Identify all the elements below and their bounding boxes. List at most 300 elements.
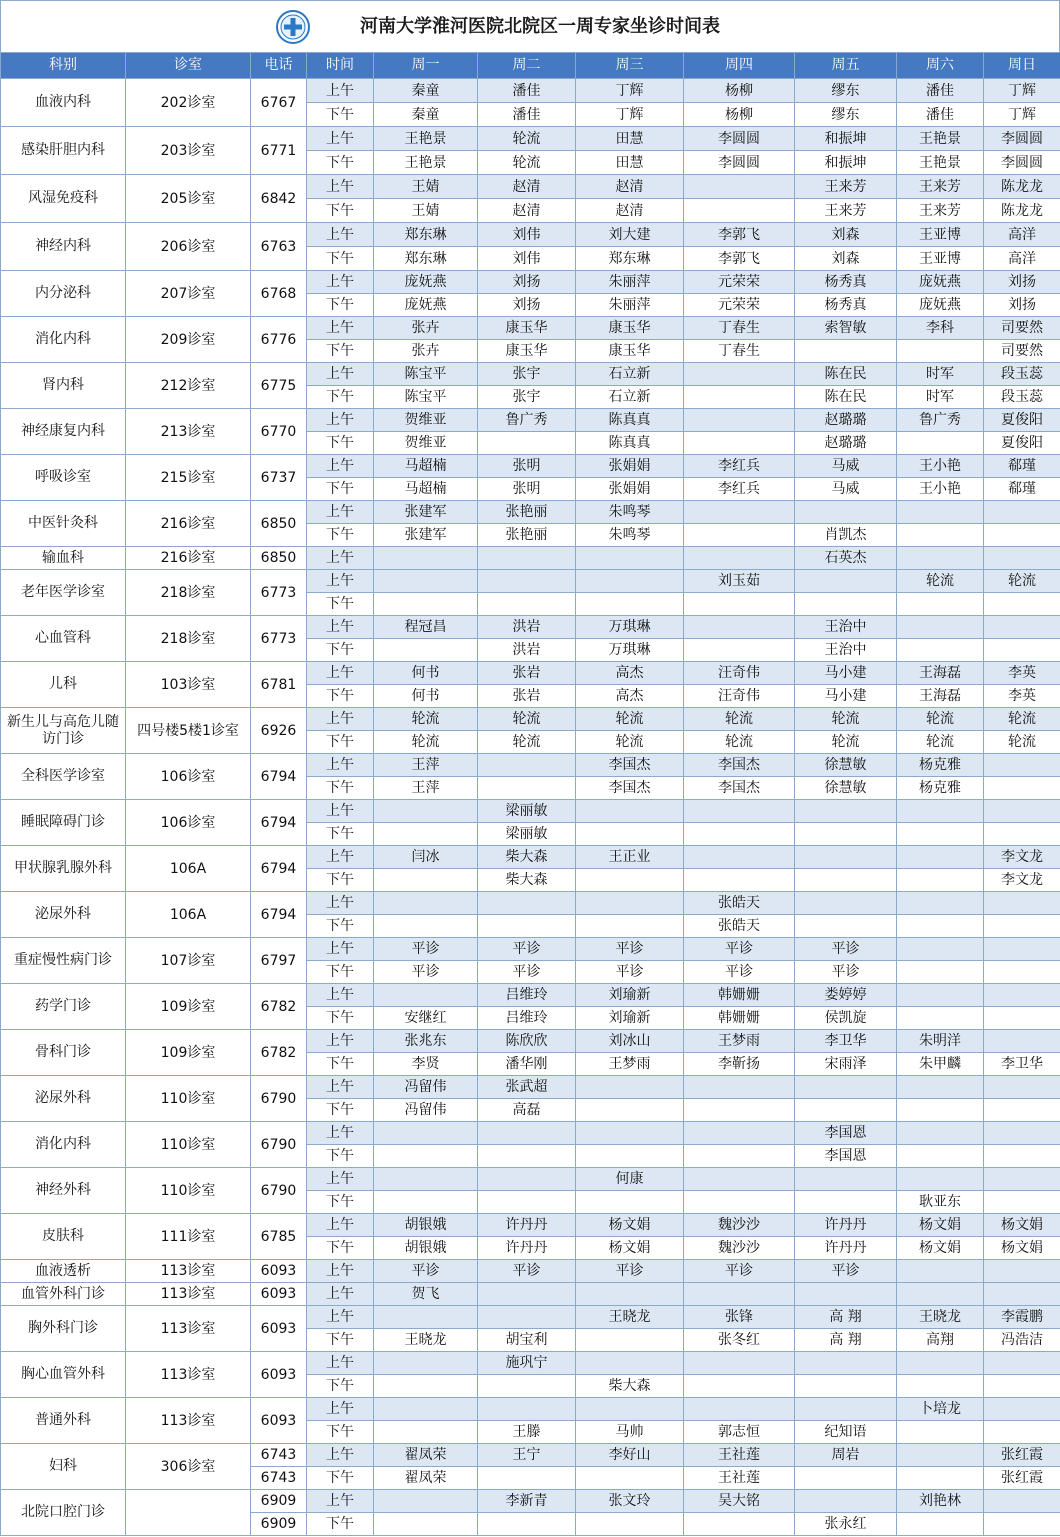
doctor-cell [576, 1099, 684, 1122]
department-name: 甲状腺乳腺外科 [1, 846, 126, 892]
doctor-cell: 王正业 [576, 846, 684, 869]
doctor-cell [984, 524, 1060, 547]
phone-number: 6790 [251, 1168, 307, 1214]
doctor-cell [795, 1283, 897, 1306]
doctor-cell: 冯浩洁 [984, 1329, 1060, 1352]
doctor-cell [684, 199, 795, 223]
doctor-cell: 王滕 [478, 1421, 576, 1444]
doctor-cell: 刘森 [795, 223, 897, 247]
schedule-row [1, 1306, 1060, 1329]
phone-number: 6743 [251, 1444, 307, 1467]
doctor-cell [684, 1145, 795, 1168]
schedule-row [1, 455, 1060, 478]
doctor-cell: 缪东 [795, 103, 897, 127]
doctor-cell: 王艳景 [374, 127, 478, 151]
schedule-row [1, 570, 1060, 593]
doctor-cell [374, 892, 478, 915]
room-number: 215诊室 [126, 455, 251, 501]
doctor-cell [684, 1168, 795, 1191]
session-time: 上午 [307, 455, 374, 478]
doctor-cell: 潘佳 [897, 79, 984, 103]
doctor-cell: 轮流 [684, 708, 795, 731]
doctor-cell: 许丹丹 [478, 1214, 576, 1237]
session-time: 下午 [307, 386, 374, 409]
room-number: 206诊室 [126, 223, 251, 271]
department-name: 老年医学诊室 [1, 570, 126, 616]
doctor-cell [684, 501, 795, 524]
room-number: 209诊室 [126, 317, 251, 363]
department-name: 泌尿外科 [1, 1076, 126, 1122]
doctor-cell: 汪奇伟 [684, 662, 795, 685]
department-name: 心血管科 [1, 616, 126, 662]
session-time: 下午 [307, 593, 374, 616]
doctor-cell: 陈宝平 [374, 386, 478, 409]
doctor-cell: 杨文娟 [984, 1214, 1060, 1237]
phone-number: 6794 [251, 754, 307, 800]
doctor-cell [478, 570, 576, 593]
doctor-cell [984, 938, 1060, 961]
doctor-cell: 吕维玲 [478, 1007, 576, 1030]
doctor-cell [984, 1030, 1060, 1053]
doctor-cell: 王小艳 [897, 478, 984, 501]
doctor-cell [478, 754, 576, 777]
doctor-cell: 马小建 [795, 685, 897, 708]
doctor-cell [897, 1260, 984, 1283]
doctor-cell [897, 593, 984, 616]
session-time: 上午 [307, 1490, 374, 1513]
doctor-cell: 赵清 [576, 175, 684, 199]
doctor-cell: 李红兵 [684, 455, 795, 478]
doctor-cell: 杨文娟 [897, 1214, 984, 1237]
doctor-cell: 庞妩燕 [897, 294, 984, 317]
phone-number: 6909 [251, 1513, 307, 1536]
department-name: 消化内科 [1, 1122, 126, 1168]
doctor-cell [897, 1513, 984, 1536]
doctor-cell: 张艳丽 [478, 524, 576, 547]
schedule-row [1, 271, 1060, 294]
doctor-cell: 刘扬 [478, 294, 576, 317]
doctor-cell [897, 1352, 984, 1375]
doctor-cell: 张红霞 [984, 1444, 1060, 1467]
session-time: 上午 [307, 984, 374, 1007]
doctor-cell [984, 754, 1060, 777]
schedule-row [1, 1214, 1060, 1237]
doctor-cell [576, 1145, 684, 1168]
doctor-cell [795, 1398, 897, 1421]
schedule-row [1, 800, 1060, 823]
doctor-cell: 丁辉 [984, 79, 1060, 103]
schedule-row [1, 363, 1060, 386]
doctor-cell: 轮流 [478, 708, 576, 731]
doctor-cell: 平诊 [684, 961, 795, 984]
doctor-cell: 马小建 [795, 662, 897, 685]
doctor-cell [984, 1421, 1060, 1444]
phone-number: 6776 [251, 317, 307, 363]
doctor-cell [374, 1421, 478, 1444]
doctor-cell: 李郭飞 [684, 223, 795, 247]
doctor-cell [795, 1076, 897, 1099]
doctor-cell: 平诊 [576, 1260, 684, 1283]
doctor-cell: 张宇 [478, 386, 576, 409]
doctor-cell: 轮流 [897, 731, 984, 754]
room-number: 212诊室 [126, 363, 251, 409]
doctor-cell [795, 800, 897, 823]
doctor-cell: 赵清 [478, 175, 576, 199]
session-time: 下午 [307, 1421, 374, 1444]
phone-number: 6790 [251, 1076, 307, 1122]
doctor-cell [684, 1513, 795, 1536]
doctor-cell: 王萍 [374, 754, 478, 777]
doctor-cell: 朱甲麟 [897, 1053, 984, 1076]
doctor-cell: 李国恩 [795, 1122, 897, 1145]
session-time: 上午 [307, 1214, 374, 1237]
doctor-cell: 李圆圆 [984, 151, 1060, 175]
doctor-cell: 平诊 [374, 1260, 478, 1283]
department-name: 药学门诊 [1, 984, 126, 1030]
session-time: 下午 [307, 961, 374, 984]
doctor-cell: 康玉华 [478, 340, 576, 363]
doctor-cell: 王亚博 [897, 247, 984, 271]
session-time: 上午 [307, 1076, 374, 1099]
doctor-cell [684, 1099, 795, 1122]
doctor-cell [984, 1260, 1060, 1283]
phone-number: 6771 [251, 127, 307, 175]
doctor-cell: 轮流 [374, 708, 478, 731]
phone-number: 6926 [251, 708, 307, 754]
doctor-cell: 王海磊 [897, 685, 984, 708]
room-number: 110诊室 [126, 1122, 251, 1168]
doctor-cell: 石立新 [576, 386, 684, 409]
doctor-cell: 陈龙龙 [984, 199, 1060, 223]
doctor-cell: 李国杰 [576, 777, 684, 800]
doctor-cell: 轮流 [478, 127, 576, 151]
doctor-cell: 魏沙沙 [684, 1237, 795, 1260]
column-header: 周日 [984, 53, 1060, 79]
doctor-cell [684, 1352, 795, 1375]
column-header: 诊室 [126, 53, 251, 79]
phone-number: 6782 [251, 1030, 307, 1076]
department-name: 血液内科 [1, 79, 126, 127]
doctor-cell: 田慧 [576, 151, 684, 175]
doctor-cell [478, 1513, 576, 1536]
doctor-cell: 石立新 [576, 363, 684, 386]
doctor-cell: 王来芳 [795, 175, 897, 199]
doctor-cell: 李英 [984, 685, 1060, 708]
doctor-cell: 王梦雨 [576, 1053, 684, 1076]
doctor-cell: 李靳扬 [684, 1053, 795, 1076]
doctor-cell: 张岩 [478, 662, 576, 685]
schedule-row [1, 1490, 1060, 1513]
department-name: 重症慢性病门诊 [1, 938, 126, 984]
phone-number: 6850 [251, 501, 307, 547]
department-name: 神经内科 [1, 223, 126, 271]
doctor-cell: 张武超 [478, 1076, 576, 1099]
doctor-cell: 许丹丹 [795, 1214, 897, 1237]
doctor-cell [897, 984, 984, 1007]
schedule-row [1, 662, 1060, 685]
schedule-row [1, 984, 1060, 1007]
page-header [0, 0, 1060, 52]
doctor-cell: 索智敏 [795, 317, 897, 340]
room-number: 107诊室 [126, 938, 251, 984]
doctor-cell: 平诊 [795, 961, 897, 984]
doctor-cell [684, 800, 795, 823]
doctor-cell [795, 570, 897, 593]
phone-number: 6790 [251, 1122, 307, 1168]
session-time: 上午 [307, 938, 374, 961]
doctor-cell: 元荣荣 [684, 294, 795, 317]
doctor-cell: 缪东 [795, 79, 897, 103]
session-time: 下午 [307, 199, 374, 223]
doctor-cell [897, 616, 984, 639]
doctor-cell: 张明 [478, 478, 576, 501]
doctor-cell [478, 1145, 576, 1168]
doctor-cell: 王宁 [478, 1444, 576, 1467]
doctor-cell [684, 1191, 795, 1214]
doctor-cell [984, 984, 1060, 1007]
doctor-cell: 李卫华 [984, 1053, 1060, 1076]
doctor-cell: 冯留伟 [374, 1099, 478, 1122]
doctor-cell [795, 1352, 897, 1375]
doctor-cell [795, 1467, 897, 1490]
department-name: 消化内科 [1, 317, 126, 363]
doctor-cell: 朱鸣琴 [576, 501, 684, 524]
doctor-cell: 李国杰 [576, 754, 684, 777]
doctor-cell: 朱明洋 [897, 1030, 984, 1053]
doctor-cell: 鲁广秀 [897, 409, 984, 432]
doctor-cell [897, 1122, 984, 1145]
doctor-cell [478, 1168, 576, 1191]
phone-number: 6093 [251, 1398, 307, 1444]
department-name: 睡眠障碍门诊 [1, 800, 126, 846]
session-time: 上午 [307, 754, 374, 777]
doctor-cell: 马威 [795, 455, 897, 478]
doctor-cell [374, 1375, 478, 1398]
doctor-cell [795, 1099, 897, 1122]
department-name: 输血科 [1, 547, 126, 570]
doctor-cell [576, 1352, 684, 1375]
session-time: 上午 [307, 1122, 374, 1145]
department-name: 普通外科 [1, 1398, 126, 1444]
doctor-cell [897, 1076, 984, 1099]
doctor-cell [984, 1490, 1060, 1513]
session-time: 上午 [307, 1030, 374, 1053]
doctor-cell: 丁春生 [684, 340, 795, 363]
session-time: 上午 [307, 127, 374, 151]
doctor-cell: 王治中 [795, 639, 897, 662]
doctor-cell [984, 800, 1060, 823]
doctor-cell: 康玉华 [576, 340, 684, 363]
doctor-cell: 何康 [576, 1168, 684, 1191]
schedule-body [1, 79, 1060, 1536]
schedule-row [1, 79, 1060, 103]
phone-number: 6770 [251, 409, 307, 455]
doctor-cell [897, 938, 984, 961]
doctor-cell [576, 915, 684, 938]
doctor-cell [374, 593, 478, 616]
phone-number: 6743 [251, 1467, 307, 1490]
doctor-cell: 王治中 [795, 616, 897, 639]
room-number: 106诊室 [126, 800, 251, 846]
doctor-cell: 王来芳 [795, 199, 897, 223]
doctor-cell [576, 1191, 684, 1214]
doctor-cell: 朱鸣琴 [576, 524, 684, 547]
schedule-row [1, 223, 1060, 247]
session-time: 下午 [307, 777, 374, 800]
doctor-cell: 轮流 [576, 708, 684, 731]
doctor-cell: 张兆东 [374, 1030, 478, 1053]
department-name: 妇科 [1, 1444, 126, 1490]
doctor-cell: 鲁广秀 [478, 409, 576, 432]
doctor-cell: 王小艳 [897, 455, 984, 478]
doctor-cell: 张锋 [684, 1306, 795, 1329]
doctor-cell [795, 1375, 897, 1398]
doctor-cell: 丁辉 [984, 103, 1060, 127]
doctor-cell: 丁辉 [576, 79, 684, 103]
doctor-cell: 陈欣欣 [478, 1030, 576, 1053]
doctor-cell: 王梦雨 [684, 1030, 795, 1053]
doctor-cell: 轮流 [897, 570, 984, 593]
doctor-cell [684, 363, 795, 386]
doctor-cell: 张红霞 [984, 1467, 1060, 1490]
session-time: 下午 [307, 1053, 374, 1076]
doctor-cell [478, 1467, 576, 1490]
doctor-cell: 张娟娟 [576, 478, 684, 501]
room-number: 216诊室 [126, 501, 251, 547]
doctor-cell: 娄婷婷 [795, 984, 897, 1007]
doctor-cell: 赵清 [478, 199, 576, 223]
doctor-cell: 李红兵 [684, 478, 795, 501]
session-time: 下午 [307, 639, 374, 662]
room-number: 202诊室 [126, 79, 251, 127]
doctor-cell [478, 432, 576, 455]
doctor-cell [897, 1099, 984, 1122]
session-time: 下午 [307, 869, 374, 892]
doctor-cell: 高杰 [576, 662, 684, 685]
column-header: 周六 [897, 53, 984, 79]
session-time: 下午 [307, 247, 374, 271]
doctor-cell: 韩姗姗 [684, 1007, 795, 1030]
session-time: 上午 [307, 708, 374, 731]
doctor-cell [478, 1122, 576, 1145]
department-name: 胸外科门诊 [1, 1306, 126, 1352]
phone-number: 6737 [251, 455, 307, 501]
doctor-cell: 朱丽萍 [576, 294, 684, 317]
department-name: 胸心血管外科 [1, 1352, 126, 1398]
doctor-cell: 郑东琳 [374, 247, 478, 271]
doctor-cell [897, 547, 984, 570]
phone-number: 6797 [251, 938, 307, 984]
doctor-cell [984, 616, 1060, 639]
doctor-cell [374, 984, 478, 1007]
department-name: 儿科 [1, 662, 126, 708]
doctor-cell: 胡宝利 [478, 1329, 576, 1352]
doctor-cell: 刘艳林 [897, 1490, 984, 1513]
session-time: 上午 [307, 363, 374, 386]
doctor-cell: 张文玲 [576, 1490, 684, 1513]
doctor-cell: 段玉蕊 [984, 363, 1060, 386]
department-name: 全科医学诊室 [1, 754, 126, 800]
session-time: 下午 [307, 103, 374, 127]
phone-number: 6763 [251, 223, 307, 271]
doctor-cell: 陈宝平 [374, 363, 478, 386]
department-name: 北院口腔门诊 [1, 1490, 126, 1536]
doctor-cell [984, 823, 1060, 846]
department-name: 骨科门诊 [1, 1030, 126, 1076]
doctor-cell [984, 961, 1060, 984]
doctor-cell: 万琪琳 [576, 639, 684, 662]
doctor-cell: 郭志恒 [684, 1421, 795, 1444]
department-name: 中医针灸科 [1, 501, 126, 547]
phone-number: 6093 [251, 1352, 307, 1398]
session-time: 上午 [307, 662, 374, 685]
doctor-cell [576, 547, 684, 570]
room-number: 106A [126, 846, 251, 892]
doctor-cell [984, 501, 1060, 524]
doctor-cell: 高杰 [576, 685, 684, 708]
doctor-cell: 平诊 [684, 938, 795, 961]
doctor-cell [374, 869, 478, 892]
doctor-cell: 王来芳 [897, 199, 984, 223]
session-time: 下午 [307, 151, 374, 175]
doctor-cell [374, 1352, 478, 1375]
room-number: 109诊室 [126, 1030, 251, 1076]
session-time: 上午 [307, 800, 374, 823]
schedule-row [1, 1398, 1060, 1421]
doctor-cell: 王婧 [374, 199, 478, 223]
session-time: 下午 [307, 1513, 374, 1536]
schedule-row [1, 547, 1060, 570]
doctor-cell [576, 823, 684, 846]
doctor-cell: 秦童 [374, 79, 478, 103]
session-time: 下午 [307, 524, 374, 547]
doctor-cell [374, 823, 478, 846]
doctor-cell [984, 892, 1060, 915]
doctor-cell: 刘大建 [576, 223, 684, 247]
department-name: 感染肝胆内科 [1, 127, 126, 175]
doctor-cell: 张冬红 [684, 1329, 795, 1352]
schedule-row [1, 938, 1060, 961]
doctor-cell: 时军 [897, 363, 984, 386]
doctor-cell: 杨秀真 [795, 294, 897, 317]
doctor-cell [374, 915, 478, 938]
doctor-cell [897, 869, 984, 892]
doctor-cell: 马超楠 [374, 455, 478, 478]
room-number: 218诊室 [126, 616, 251, 662]
room-number: 106诊室 [126, 754, 251, 800]
doctor-cell [374, 800, 478, 823]
doctor-cell: 郗瑾 [984, 478, 1060, 501]
schedule-row [1, 1444, 1060, 1467]
doctor-cell: 贺维亚 [374, 432, 478, 455]
session-time: 下午 [307, 340, 374, 363]
doctor-cell: 柴大森 [478, 869, 576, 892]
schedule-table [0, 52, 1060, 1536]
doctor-cell: 王婧 [374, 175, 478, 199]
session-time: 下午 [307, 478, 374, 501]
doctor-cell [478, 1306, 576, 1329]
session-time: 下午 [307, 1191, 374, 1214]
doctor-cell: 万琪琳 [576, 616, 684, 639]
doctor-cell: 何书 [374, 662, 478, 685]
department-name: 皮肤科 [1, 1214, 126, 1260]
session-time: 上午 [307, 1352, 374, 1375]
department-name: 泌尿外科 [1, 892, 126, 938]
session-time: 上午 [307, 79, 374, 103]
doctor-cell: 轮流 [984, 731, 1060, 754]
doctor-cell: 平诊 [795, 1260, 897, 1283]
doctor-cell [576, 1076, 684, 1099]
